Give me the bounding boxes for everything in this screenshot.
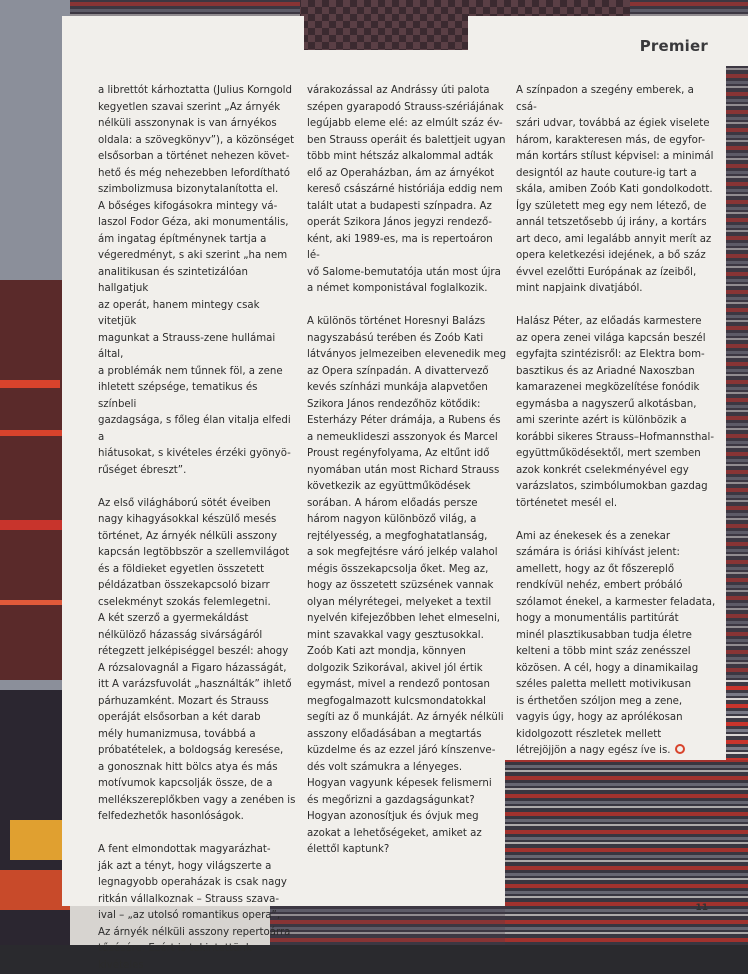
text-line: amellett, hogy az őt főszereplő [516, 563, 675, 575]
text-line: ival – „az utolsó romantikus opera”, [98, 910, 281, 921]
text-line: rűséget ébreszt”. [98, 464, 187, 476]
text-line: asszony előadásában a megtartás [307, 728, 482, 740]
text-line: együttműködésektől, mert szemben [516, 448, 701, 459]
text-line: laszol Fodor Géza, aki monumentális, [98, 217, 289, 228]
text-line: azok konkrét cselekményével egy [516, 464, 689, 476]
text-line: legnagyobb operaházak is csak nagy [98, 877, 287, 888]
text-line: A bőséges kifogásokra mintegy vá- [98, 200, 278, 212]
text-line: Halász Péter, az előadás karmestere [516, 316, 702, 327]
text-line: ják azt a tényt, hogy világszerte a [98, 860, 272, 872]
text-line: Hogyan azonosítjuk és óvjuk meg [307, 811, 479, 822]
text-line: azokat a lehetőségeket, amiket az [307, 827, 482, 839]
text-line: megfogalmazott kulcsmondatokkal [307, 695, 487, 707]
paragraph [516, 83, 716, 298]
text-line: Esterházy Péter drámája, a Rubens és [307, 415, 501, 426]
text-line: történetet mesél el. [516, 497, 618, 509]
text-line: art deco, ami legalább annyit merít az [516, 233, 712, 245]
text-line: Az árnyék nélküli asszony repertoárra [98, 926, 291, 938]
text-line: varázslatos, szimbólumokban gazdag [516, 481, 708, 492]
text-line: olyan mélyrétegei, melyeket a textil [307, 596, 492, 608]
text-line: motívumok kapcsolják össze, de a [98, 778, 273, 789]
text-line: ám ingatag építménynek tartja a [98, 233, 267, 245]
text-line: gazdagsága, s főleg élan vitalja elfedi a [98, 415, 291, 443]
text-line: A rózsalovagnál a Figaro házasságát, [98, 662, 287, 674]
text-line: példázatban összekapcsoló bizarr [98, 580, 270, 591]
text-line: végeredményt, s aki szerint „ha nem [98, 250, 288, 261]
text-line: felfedezhetők hasonlóságok. [98, 811, 244, 822]
text-line: operáját elsősorban a két darab [98, 712, 261, 723]
text-line: szimbolizmusa bizonytalanította el. [98, 184, 279, 195]
text-line: nélküli asszonynak is van árnyékos [98, 118, 277, 129]
text-line: A két szerző a gyermekáldást [98, 613, 249, 624]
text-line: elsősorban a történet nehezen követ- [98, 151, 290, 162]
text-line: ben Strauss operáit és balettjeit ugyan [307, 134, 506, 146]
text-line: nyomában után most Richard Strauss [307, 464, 500, 476]
text-line: számára is óriási kihívást jelent: [516, 547, 680, 558]
text-line: rejtélyesség, a megfoghatatlanság, [307, 530, 488, 542]
text-line: kegyetlen szavai szerint „Az árnyék [98, 101, 281, 113]
text-line: történet, Az árnyék nélküli asszony [98, 530, 277, 542]
text-line: várakozással az Andrássy úti palota [307, 85, 490, 96]
text-line: egymásba a nagyszerű alkotásban, [516, 398, 697, 410]
text-line: szári udvar, továbbá az égiek viselete [516, 118, 710, 129]
text-line: cselekményt szokás felemlegetni. [98, 596, 271, 608]
text-line: következik az együttműködések [307, 481, 471, 492]
text-line: küzdelme és az ezzel járó kínszenve- [307, 745, 496, 756]
text-line: a gonosznak hitt bölcs atya és más [98, 761, 278, 773]
text-line: rétegzett jelképiséggel beszél: ahogy [98, 646, 289, 657]
text-line: mély humanizmusa, továbbá a [98, 728, 256, 740]
text-line: a német komponistával foglalkozik. [307, 283, 488, 294]
paragraph [98, 496, 298, 826]
text-line: A színpadon a szegény emberek, a csá- [516, 85, 694, 113]
text-line: mint napjaink divatjából. [516, 283, 643, 294]
text-line: Ami az énekesek és a zenekar [516, 530, 671, 542]
text-line: operát Szikora János jegyzi rendező- [307, 217, 492, 228]
text-line: Hogyan vagyunk képesek felismerni [307, 778, 492, 789]
text-line: vő Salome-bemutatója után most újra [307, 266, 501, 278]
text-line: évvel ezelőtti Európának az ízeiből, [516, 266, 697, 278]
text-line: rendkívül nehéz, embert próbáló [516, 580, 683, 591]
page-number: 11 [695, 903, 708, 913]
text-line: széles paletta mellett motivikusan [516, 679, 692, 690]
text-line: látványos jelmezeiben elevenedik meg [307, 349, 507, 360]
text-line: az opera zenei világa kapcsán beszél [516, 332, 706, 344]
text-line: a problémák nem tűnnek föl, a zene [98, 365, 283, 377]
text-line: kapcsán legtöbbször a szellemvilágot [98, 547, 290, 558]
text-line: Az első világháború sötét éveiben [98, 497, 271, 509]
text-line: élettől kaptunk? [307, 844, 390, 855]
text-line: nagy kihagyásokkal készülő mesés [98, 514, 277, 525]
text-line: mint szavakkal vagy gesztusokkal. [307, 629, 484, 641]
paragraph [98, 842, 298, 974]
text-line: legújabb eleme elé: az elmúlt száz év- [307, 118, 503, 129]
paragraph [98, 83, 298, 479]
text-line: egymást, mivel a rendező pontosan [307, 679, 490, 690]
text-line: közösen. A cél, hogy a dinamikailag [516, 662, 699, 674]
text-line: minél plasztikusabban tudja életre [516, 629, 692, 641]
text-line: Szikora János rendezőhöz kötődik: [307, 398, 481, 410]
text-line: három nagyon különböző világ, a [307, 514, 477, 525]
text-line: analitikusan és szintetizálóan hallgatjuk [98, 266, 248, 294]
text-line: hogy a monumentális partitúrát [516, 613, 679, 624]
text-line: ként, aki 1989-es, ma is repertoáron lé- [307, 233, 493, 261]
paragraph [516, 529, 716, 760]
text-line: oldala: a szövegkönyv”), a közönséget [98, 134, 295, 146]
text-line: dés volt számukra a lényeges. [307, 761, 463, 773]
text-line: nyelvén kifejezőbben lehet elmeselni, [307, 613, 501, 624]
text-line: skála, amiben Zoób Kati gondolkodott. [516, 184, 713, 195]
text-line: dolgozik Szikorával, akivel jól értik [307, 662, 483, 674]
text-line: egyfajta szintézisről: az Elektra bom- [516, 349, 705, 360]
end-of-article-icon [675, 744, 685, 754]
text-line: tűzésére. Ezért is tekintettünk kivételes [98, 943, 252, 971]
text-line: talált utat a budapesti színpadra. Az [307, 200, 492, 212]
text-line: és a földieket egyetlen összetett [98, 563, 265, 575]
paragraph [516, 314, 716, 512]
text-line: kelteni a több mint száz zenésszel [516, 646, 691, 657]
text-line: opera keletkezési idejének, a bő száz [516, 250, 706, 261]
text-line: mán kortárs stílust képvisel: a minimál [516, 151, 714, 162]
text-line: a nemeuklideszi asszonyok és Marcel [307, 431, 498, 443]
text-line: ihletett szépsége, tematikus és színbeli [98, 382, 258, 410]
text-line: párhuzamként. Mozart és Strauss [98, 695, 269, 707]
text-line: létrejöjjön a nagy egész íve is. [516, 745, 671, 756]
text-line: próbatételek, a boldogság keresése, [98, 745, 284, 756]
text-line: mégis összekapcsolja őket. Meg az, [307, 563, 489, 575]
text-line: annál tetszetősebb új irány, a kortárs [516, 217, 707, 228]
text-line: hogy az összetett szüzsének vannak [307, 580, 494, 591]
text-line: az operát, hanem mintegy csak vitetjük [98, 299, 260, 327]
text-line: magunkat a Strauss-zene hullámai által, [98, 332, 276, 360]
text-line: mellékszereplőkben vagy a zenében is [98, 794, 296, 806]
text-line: nélkülöző házasság sivárságáról [98, 629, 263, 641]
text-line: Proust regényfolyama, Az eltűnt idő [307, 448, 490, 459]
paragraph [307, 83, 507, 298]
text-column-2 [307, 83, 507, 859]
text-line: is érthetően szóljon meg a zene, [516, 695, 683, 707]
text-line: kidolgozott részletek mellett [516, 728, 662, 740]
text-line: A fent elmondottak magyarázhat- [98, 844, 271, 855]
text-column-3 [516, 83, 716, 760]
text-line: három, karakteresen más, de egyfor- [516, 134, 706, 146]
text-line: segíti az ő munkáját. Az árnyék nélküli [307, 712, 504, 723]
text-line: itt A varázsfuvolát „használták” ihlető [98, 679, 292, 690]
text-line: szólamot énekel, a karmester feladata, [516, 596, 716, 608]
text-line: hiátusokat, s kivételes érzéki gyönyö- [98, 448, 291, 459]
text-line: kereső császárné históriája eddig nem [307, 184, 503, 195]
text-line: több mint hétszáz alkalommal adták [307, 151, 494, 162]
text-line: Így született meg egy nem létező, de [516, 200, 707, 212]
text-line: az Opera színpadán. A divattervező [307, 365, 489, 377]
text-line: Zoób Kati azt mondja, könnyen [307, 646, 466, 657]
text-line: basztikus és az Ariadné Naxoszban [516, 365, 695, 377]
text-line: kevés színházi munkája alapvetően [307, 382, 488, 393]
text-line: ami szerinte azért is különbözik a [516, 415, 687, 426]
text-line: vagyis úgy, hogy az aprólékosan [516, 712, 683, 723]
section-header: Premier [639, 37, 708, 55]
text-line: nagyszabású terében és Zoób Kati [307, 332, 484, 344]
text-line: kamarazenei megközelítése fonódik [516, 382, 700, 393]
text-line: és megőrizni a gazdagságunkat? [307, 794, 475, 806]
paragraph [307, 314, 507, 859]
text-line: designtól az haute couture-ig tart a [516, 167, 697, 179]
text-line: szépen gyarapodó Strauss-szériájának [307, 101, 504, 113]
text-line: A különös történet Horesnyi Balázs [307, 316, 486, 327]
text-line: a sok megfejtésre váró jelkép valahol [307, 547, 498, 558]
text-line: elő az Operaházban, ám az árnyékot [307, 167, 495, 179]
text-line: ritkán vállalkoznak – Strauss szava- [98, 893, 280, 905]
text-line: korábbi sikeres Strauss–Hofmannsthal- [516, 431, 715, 443]
text-line: hető és még nehezebben lefordítható [98, 167, 291, 179]
text-line: sorában. A három előadás persze [307, 497, 478, 509]
text-line: a librettót kárhoztatta (Julius Korngold [98, 85, 292, 96]
text-column-1 [98, 83, 298, 974]
